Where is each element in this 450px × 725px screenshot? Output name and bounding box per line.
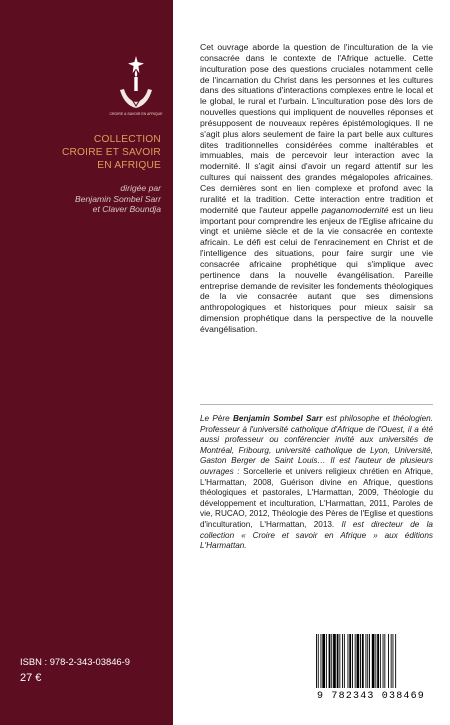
barcode-bar [348, 634, 349, 688]
barcode-bar [344, 634, 345, 688]
summary-italic-term: paganomodernité [321, 204, 389, 215]
bio-prefix: Le Père [200, 414, 233, 423]
barcode-bar [360, 634, 361, 688]
editors-line: et Claver Boundja [92, 204, 161, 214]
isbn-number: ISBN : 978-2-343-03846-9 [20, 656, 130, 667]
barcode-bar [337, 634, 339, 688]
barcode-bar [384, 634, 385, 688]
barcode-digits: 9 782343 038469 [316, 691, 425, 702]
book-summary [200, 42, 433, 388]
bio-intro: est philosophe et théologien. Professeur à l'université catholique d'Afrique de l'Ouest, il a été aussi professeur ou conférencier invité aux universités de Montréal, Fribourg, université catholique de Lyon, Université, Gaston Berger de Saint Louis… Il est l'auteur de plusieurs ouvrages : [200, 414, 433, 476]
barcode-bar [331, 634, 332, 688]
bio-paragraph [200, 414, 433, 552]
barcode-bar [322, 634, 325, 688]
summary-paragraph [200, 42, 433, 335]
barcode-bar [375, 634, 376, 688]
collection-line: COLLECTION [93, 134, 161, 145]
barcode-bar [318, 634, 319, 688]
collection-line: CROIRE ET SAVOIR [61, 147, 161, 158]
author-name: Benjamin Sombel Sarr [233, 414, 323, 423]
editors-line: dirigée par [120, 183, 161, 193]
section-divider [200, 404, 433, 405]
barcode-bar [362, 634, 364, 688]
barcode-bar [391, 634, 392, 688]
collection-title [20, 133, 161, 172]
price-label: 27 € [20, 672, 42, 684]
barcode-bar [393, 634, 394, 688]
summary-text-part: Cet ouvrage aborde la question de l'inculturation de la vie consacrée dans le contexte de l'Afrique actuelle. Cette inculturation pose des questions cruciales notamment celle de l'incarnation du Christ dans les personnes et les cultures dans des situations d'interactions complexes entre le local et le global, le rural et l'urbain. L'inculturation pose dès lors de nouvelles questions qui impliquent de nouvelles réponses et présupposent de nouveaux repères épistémologiques. Il ne s'agit plus alors seulement de faire la part belle aux cultures dites traditionnelles considérées comme inaltérables et immuables, mais de percevoir leur interaction avec la modernité. Il s'agit ainsi d'avoir un regard attentif sur les cultures qui naissent des grandes mégalopoles africaines. Ces dernières sont en lien complexe et profond avec la ruralité et la tradition. Cette interaction entre tradition et modernité que l'auteur appelle [200, 42, 433, 215]
collection-line: EN AFRIQUE [97, 160, 161, 171]
barcode-bar [316, 634, 317, 688]
barcode-bar [366, 634, 367, 688]
barcode-bar [339, 634, 340, 688]
barcode-bar [383, 634, 384, 688]
barcode-bar [367, 634, 368, 688]
maroon-panel [0, 0, 173, 725]
barcode-bar [349, 634, 351, 688]
barcode-bar [321, 634, 322, 688]
bio-works: Sorcellerie et univers religieux chrétien en Afrique, L'Harmattan, 2008, Guérison divine en Afrique, questions théologiques et pastorales, L'Harmattan, 2009, Théologie du développement et inculturation, L'Harmattan, 2011, Paroles de vie, RUCAO, 2012, Théologie des Pères de l'Eglise et questions d'inculturation, L'Harmattan, 2013. [200, 466, 433, 529]
editors-line: Benjamin Sombel Sarr [75, 193, 161, 204]
barcode-bar [329, 634, 331, 688]
summary-text-part: est un lieu important pour comprendre les enjeux de l'Eglise africaine du vingt et unième siècle et de la vie consacrée en contexte africain. Le défi est celui de l'enracinement en Christ et de l'intelligence des situations, pour faire surgir une vie consacrée africaine prophétique qui s'implique avec pertinence dans la nouvelle évangélisation. Pareille entreprise demande de revisiter les fondements théologiques de la vie consacrée autant que ses dimensions anthropologiques et historiques pour mieux saisir sa dimension prophétique dans la perspective de la nouvelle évangélisation. [200, 204, 433, 334]
series-editors [20, 183, 161, 215]
barcode-bar [380, 634, 381, 688]
barcode-bar [342, 634, 343, 688]
barcode [308, 634, 434, 706]
barcode-bar [377, 634, 379, 688]
barcode-bar [326, 634, 327, 688]
barcode-bar [369, 634, 370, 688]
barcode-bar [395, 634, 396, 688]
barcode-bar [372, 634, 375, 688]
barcode-bar [355, 634, 356, 688]
barcode-bar [388, 634, 389, 688]
logo-caption: CROIRE & SAVOIR EN AFRIQUE [109, 112, 163, 116]
barcode-bars [314, 634, 428, 688]
barcode-bar [352, 634, 353, 688]
bio-director: Il est directeur de la collection « Croire et savoir en Afrique » aux éditions L'Harmattan. [200, 519, 433, 551]
barcode-bar [357, 634, 360, 688]
barcode-bar [333, 634, 336, 688]
author-biography [200, 414, 433, 588]
